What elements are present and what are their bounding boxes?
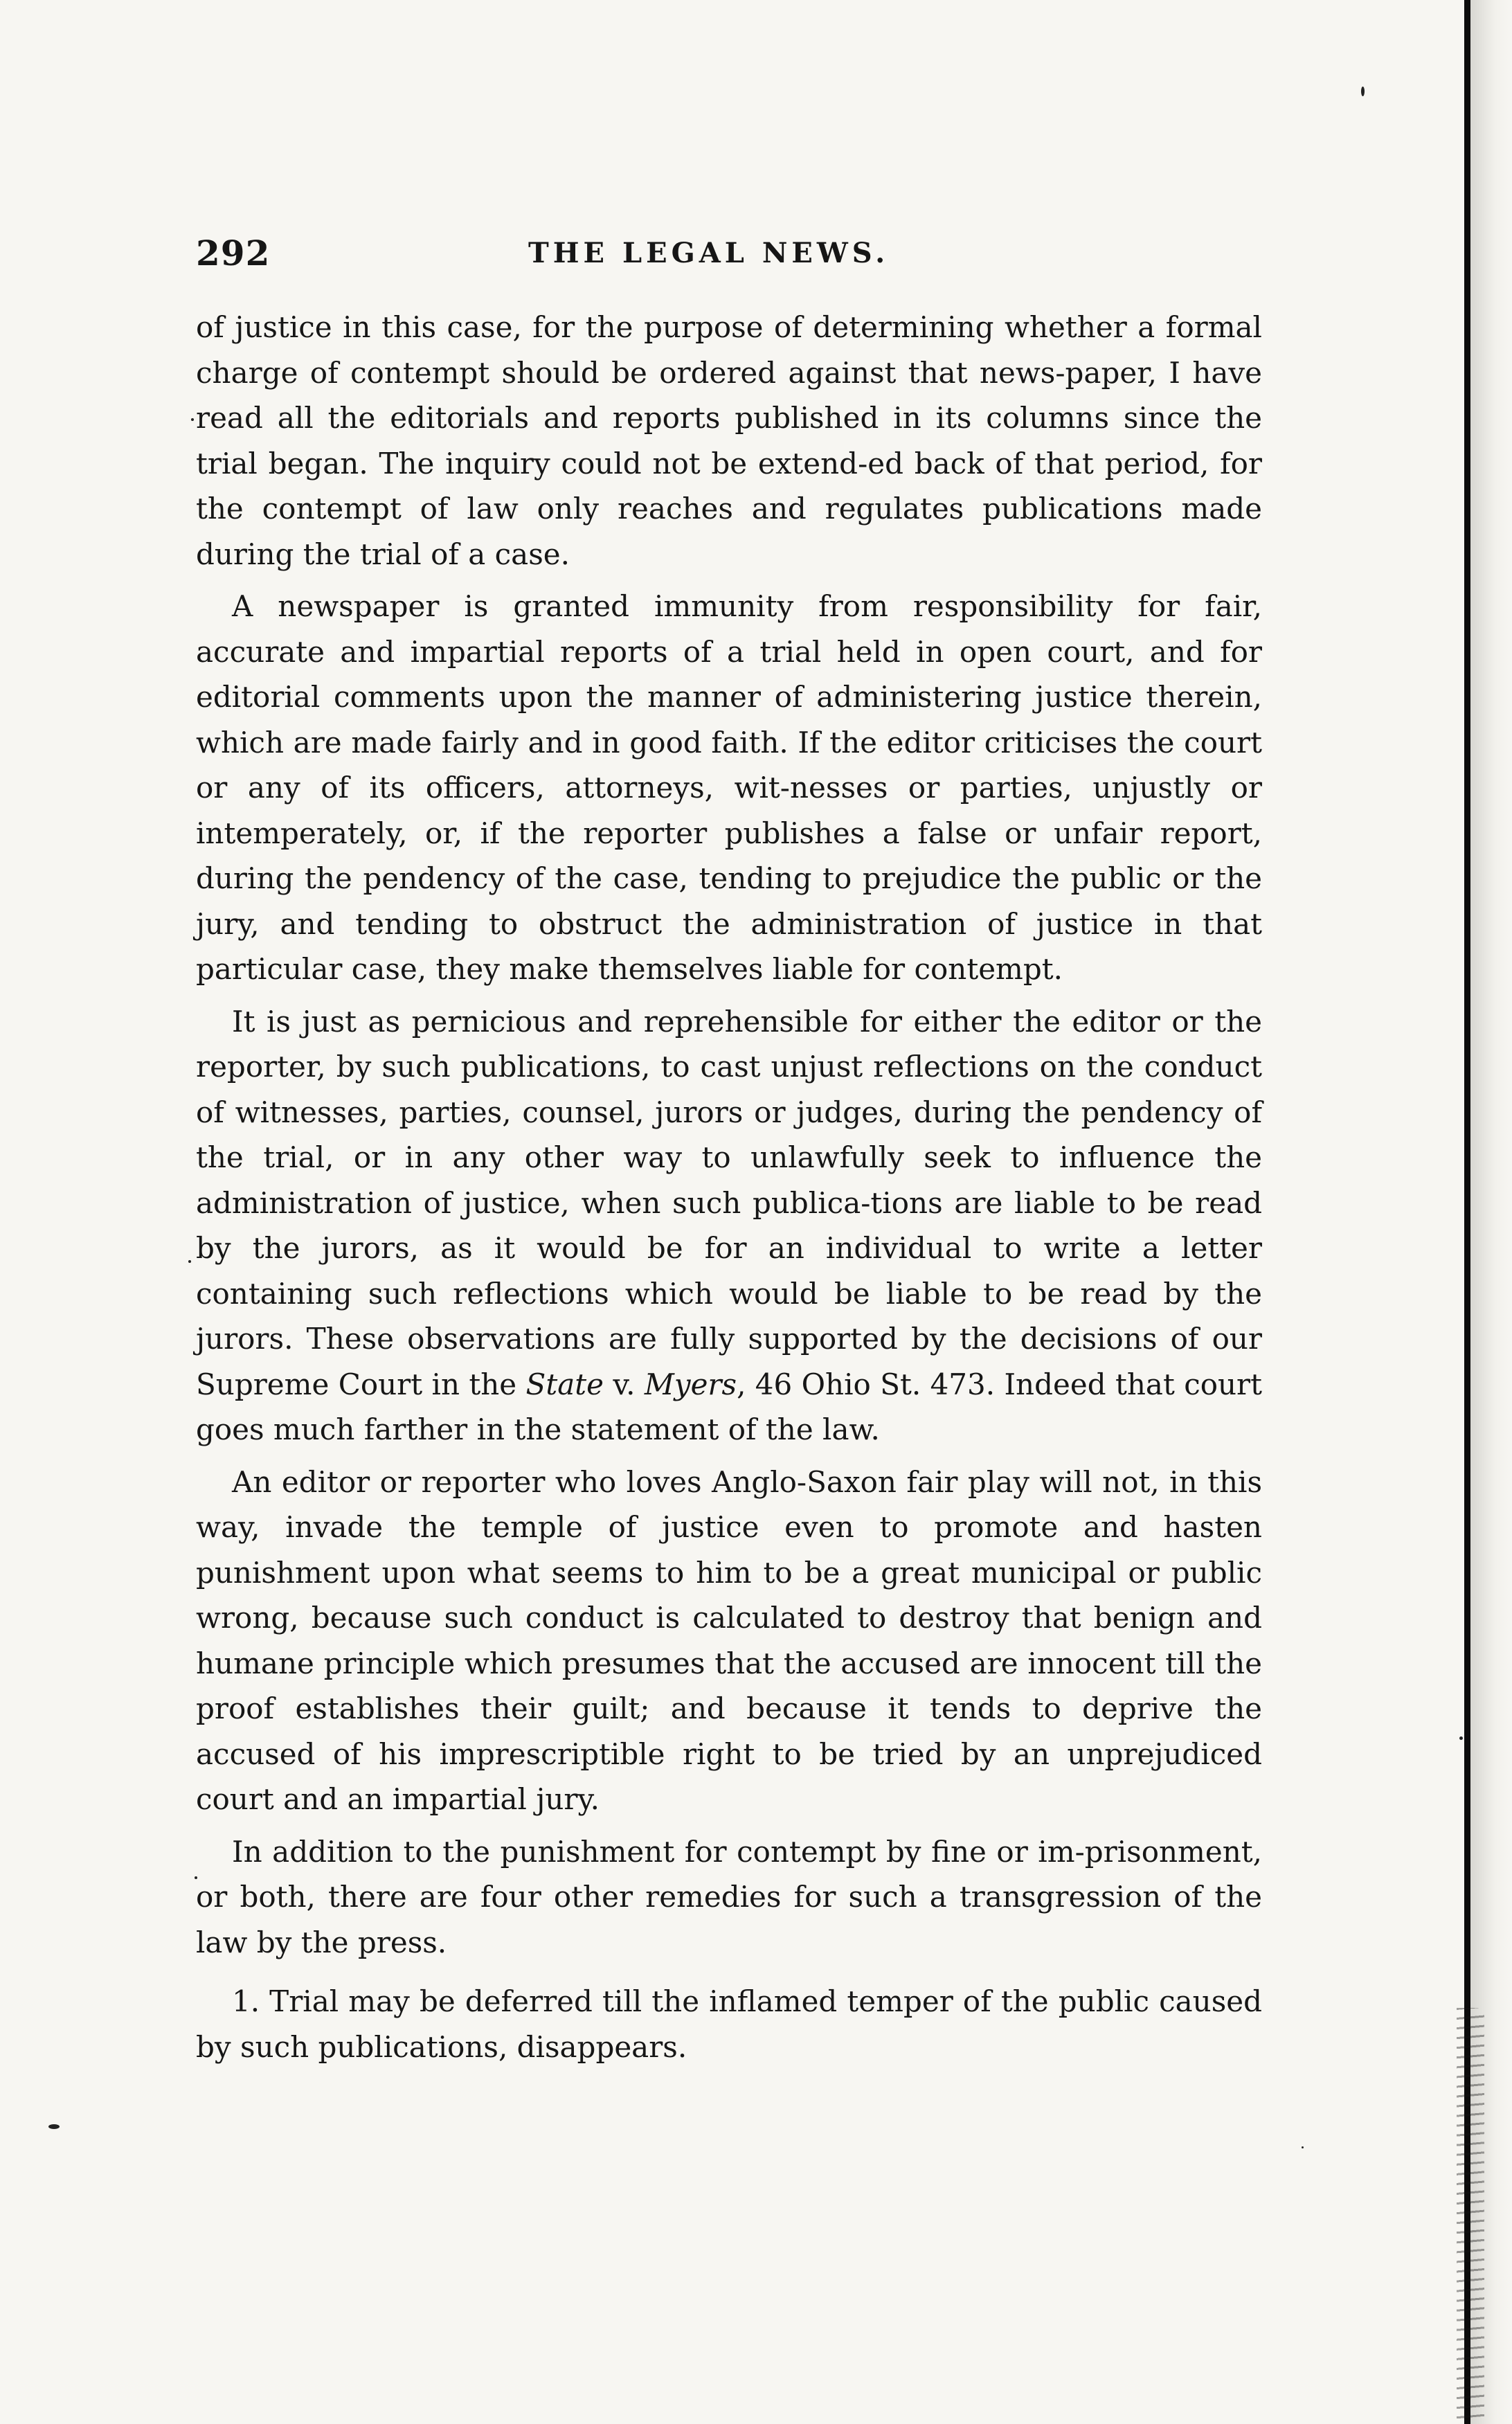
binding-fray <box>1457 2008 1484 2423</box>
ink-speck <box>188 1260 191 1263</box>
ink-speck <box>191 418 194 421</box>
paragraph-4: An editor or reporter who loves Anglo-Saxon fair play will not, in this way, invade the temple of justice even to promote and hasten punishment upon what seems to him to be a great municipal or public wrong, because such conduct is calculated to destroy that benign and humane principle which presumes that the accused are innocent till the proof establishes their guilt; and because it tends to deprive the accused of his imprescriptible right to be tried by an unprejudiced court and an impartial jury. <box>196 1464 1262 1816</box>
page-header <box>196 227 1276 289</box>
ink-speck <box>1302 2146 1304 2148</box>
case-name-state: State <box>525 1367 604 1401</box>
ink-speck <box>1459 1736 1463 1740</box>
running-title: THE LEGAL NEWS. <box>528 237 890 269</box>
body-text <box>196 305 1262 2070</box>
paragraph-1: of justice in this case, for the purpose of determining whether a formal charge of contempt should be ordered against that news-paper, I have read all the editorials and reports published in its columns since the trial began. The inquiry could not be extend-ed back of that period, for the contempt of law only reaches and regulates publications made during the trial of a case. <box>196 310 1262 571</box>
ink-speck <box>48 2124 60 2129</box>
ink-speck <box>1361 87 1365 96</box>
case-versus: v. <box>603 1367 645 1401</box>
page-number: 292 <box>196 233 271 273</box>
ink-speck <box>195 1876 197 1879</box>
paragraph-3-text-after: , 46 Ohio St. 473. Indeed that court goes much farther in the statement of the law. <box>196 1367 1263 1446</box>
paragraph-2: A newspaper is granted immunity from responsibility for fair, accurate and impartial reports of a trial held in open court, and for editorial comments upon the manner of administering justice therein, which are made fairly and in good faith. If the editor criticises the court or any of its officers, attorneys, wit-nesses or parties, unjustly or intemperately, or, if the reporter publishes a false or unfair report, during the pendency of the case, tending to prejudice the public or the jury, and tending to obstruct the administration of justice in that particular case, they make themselves liable for contempt. <box>196 589 1262 986</box>
paragraph-5: In addition to the punishment for contempt by fine or im-prisonment, or both, there are four other remedies for such a transgression of the law by the press. <box>196 1834 1262 1959</box>
paragraph-3 <box>196 999 1262 1453</box>
paragraph-6: 1. Trial may be deferred till the inflamed temper of the public caused by such publications, disappears. <box>196 1984 1262 2064</box>
case-name-myers: Myers <box>644 1367 737 1401</box>
paragraph-3-text-before: It is just as pernicious and reprehensible for either the editor or the reporter, by such publications, to cast unjust reflections on the conduct of witnesses, parties, counsel, jurors or judges, during the pendency of the trial, or in any other way to unlawfully seek to influence the administration of justice, when such publica-tions are liable to be read by the jurors, as it would be for an individual to write a letter containing such reflections which would be liable to be read by the jurors. These observations are fully supported by the decisions of our Supreme Court in the <box>196 1004 1262 1401</box>
